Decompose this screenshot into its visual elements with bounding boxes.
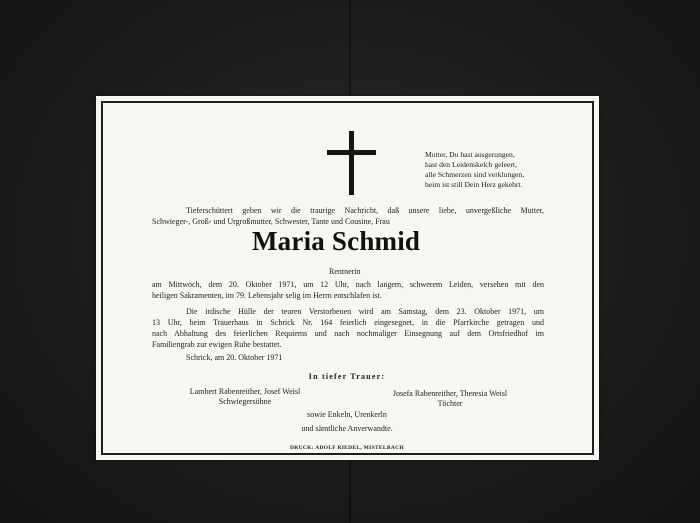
mourners-left-relation: Schwiegersöhne	[218, 397, 272, 406]
death-notice-line-1: am Mittwoch, dem 20. Oktober 1971, um 12 Uhr, nach langem, schwerem Leiden, versehen mit den	[152, 280, 544, 289]
poem-line: hast den Leidenskelch geleert,	[425, 160, 517, 169]
place-date: Schrick, am 20. Oktober 1971	[186, 353, 283, 362]
intro-line-1: Tieferschüttert geben wir die traurige Nachricht, daß unsere liebe, unvergeßliche Mutter,	[186, 206, 544, 215]
mourners-right-names: Josefa Rabenreither, Theresia Weisl	[392, 389, 508, 398]
funeral-notice-line-4: Familiengrab zur ewigen Ruhe bestattet.	[152, 340, 282, 349]
funeral-notice-line-3: nach Abhaltung des feierlichen Requiems und nach nochmaliger Einsegnung auf dem Ortsfriedhof im	[152, 329, 544, 338]
death-notice-line-2: heiligen Sakramenten, im 79. Lebensjahr selig im Herrn entschlafen ist.	[152, 291, 382, 300]
poem-line: alle Schmerzen sind verklungen,	[425, 170, 525, 179]
printer-credit: DRUCK: ADOLF RIEDEL, MISTELBACH	[290, 445, 404, 451]
intro-line-2: Schwieger-, Groß- und Urgroßmutter, Schwester, Tante und Cousine, Frau	[152, 217, 390, 226]
mourning-heading: In tiefer Trauer:	[308, 372, 386, 381]
relatives-line: und sämtliche Anverwandte.	[301, 424, 393, 433]
funeral-notice-line-1: Die irdische Hülle der teuren Verstorbenen wird am Samstag, dem 23. Oktober 1971, um	[186, 307, 544, 316]
occupation: Rentnerin	[329, 267, 361, 276]
deceased-name: Maria Schmid	[252, 226, 421, 256]
grandchildren-line: sowie Enkeln, Urenkerln	[307, 410, 387, 419]
poem-line: heim ist still Dein Herz gekehrt.	[425, 180, 523, 189]
mourners-right-relation: Töchter	[437, 399, 463, 408]
funeral-notice-line-2: 13 Uhr, beim Trauerhaus in Schrick Nr. 164 feierlich eingesegnet, in die Pfarrkirche getragen und	[152, 318, 544, 327]
mourners-left-names: Lambert Rabenreither, Josef Weisl	[189, 387, 301, 396]
memorial-poem	[425, 150, 565, 190]
poem-line: Mutter, Du hast ausgerungen,	[425, 150, 515, 159]
